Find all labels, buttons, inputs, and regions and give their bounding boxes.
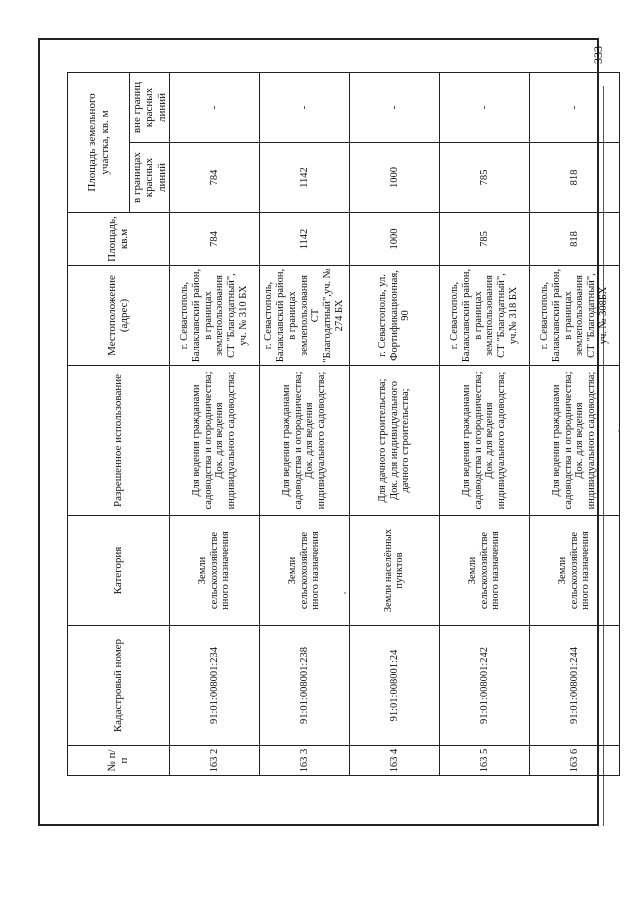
- cell-outside: -: [169, 72, 259, 142]
- header-usage: Разрешенное использование: [68, 366, 170, 516]
- cell-num: 163 4: [349, 746, 439, 776]
- cell-cadastral: 91:01:008001:234: [169, 626, 259, 746]
- cell-outside: -: [259, 72, 349, 142]
- header-within: в границах красных линий: [130, 143, 170, 213]
- table-row: [439, 72, 529, 775]
- cell-within: 1000: [349, 143, 439, 213]
- cell-category: Земли сельскохозяйстве нного назначения: [259, 516, 349, 626]
- rotated-table-wrapper: [67, 73, 609, 776]
- cell-usage: Для ведения гражданами садоводства и огородничества; Док. для ведения индивидуального садоводства;: [169, 366, 259, 516]
- cell-location: г. Севастополь, Балаклавский район, в границах землепользования СТ "Благодатный", уч.№ 318 БХ: [439, 266, 529, 366]
- cell-category: Земли сельскохозяйстве нного назначения: [169, 516, 259, 626]
- cell-within: 818: [529, 143, 619, 213]
- cell-usage: Для ведения гражданами садоводства и огородничества; Док. для ведения индивидуального садоводства;: [439, 366, 529, 516]
- cell-usage: Для ведения гражданами садоводства и огородничества; Док. для ведения индивидуального садоводства;: [529, 366, 619, 516]
- cell-num: 163 5: [439, 746, 529, 776]
- header-outside: вне границ красных линий: [130, 72, 170, 142]
- cell-outside: -: [529, 72, 619, 142]
- cell-area: 784: [169, 213, 259, 266]
- header-location: Местоположение (адрес): [68, 266, 170, 366]
- cell-outside: -: [349, 72, 439, 142]
- cell-cadastral: 91:01:008001:24: [349, 626, 439, 746]
- table-row: [529, 72, 619, 775]
- cell-num: 163 3: [259, 746, 349, 776]
- cell-area: 818: [529, 213, 619, 266]
- cell-location: г. Севастополь, Балаклавский район, в границах землепользования СТ "Благодатный",уч. № 274 БХ: [259, 266, 349, 366]
- header-cadastral: Кадастровый номер: [68, 626, 170, 746]
- header-area: Площадь, кв.м: [68, 213, 170, 266]
- header-land-area: Площадь земельного участка, кв. м: [68, 72, 130, 212]
- page-number: 333: [591, 46, 605, 64]
- cell-location: г. Севастополь, Балаклавский район, в границах землепользования СТ "Благодатный", уч. № 308БХ: [529, 266, 619, 366]
- land-plots-table: [67, 72, 620, 776]
- cell-num: 163 6: [529, 746, 619, 776]
- cell-usage: Для ведения гражданами садоводства и огородничества; Док. для ведения индивидуального садоводства;: [259, 366, 349, 516]
- cell-location: г. Севастополь, ул. Фортификационная, 90: [349, 266, 439, 366]
- cell-area: 1000: [349, 213, 439, 266]
- header-category: Категория: [68, 516, 170, 626]
- table-row: [169, 72, 259, 775]
- cell-area: 785: [439, 213, 529, 266]
- cell-category: Земли населённых пунктов: [349, 516, 439, 626]
- cell-category: Земли сельскохозяйстве нного назначения: [439, 516, 529, 626]
- cell-num: 163 2: [169, 746, 259, 776]
- cell-cadastral: 91:01:008001:244: [529, 626, 619, 746]
- cell-within: 785: [439, 143, 529, 213]
- header-num: № п/п: [68, 746, 170, 776]
- cell-category: Земли сельскохозяйстве нного назначения: [529, 516, 619, 626]
- table-row: [349, 72, 439, 775]
- cell-within: 784: [169, 143, 259, 213]
- cell-usage: Для дачного строительства; Док. для индивидуального дачного строительства;: [349, 366, 439, 516]
- cell-cadastral: 91:01:008001:238: [259, 626, 349, 746]
- table-row: [259, 72, 349, 775]
- cell-location: г. Севастополь, Балаклавский район, в границах землепользования СТ "Благодатный", уч. № 310 БХ: [169, 266, 259, 366]
- cell-outside: -: [439, 72, 529, 142]
- cell-cadastral: 91:01:008001:242: [439, 626, 529, 746]
- cell-within: 1142: [259, 143, 349, 213]
- cell-area: 1142: [259, 213, 349, 266]
